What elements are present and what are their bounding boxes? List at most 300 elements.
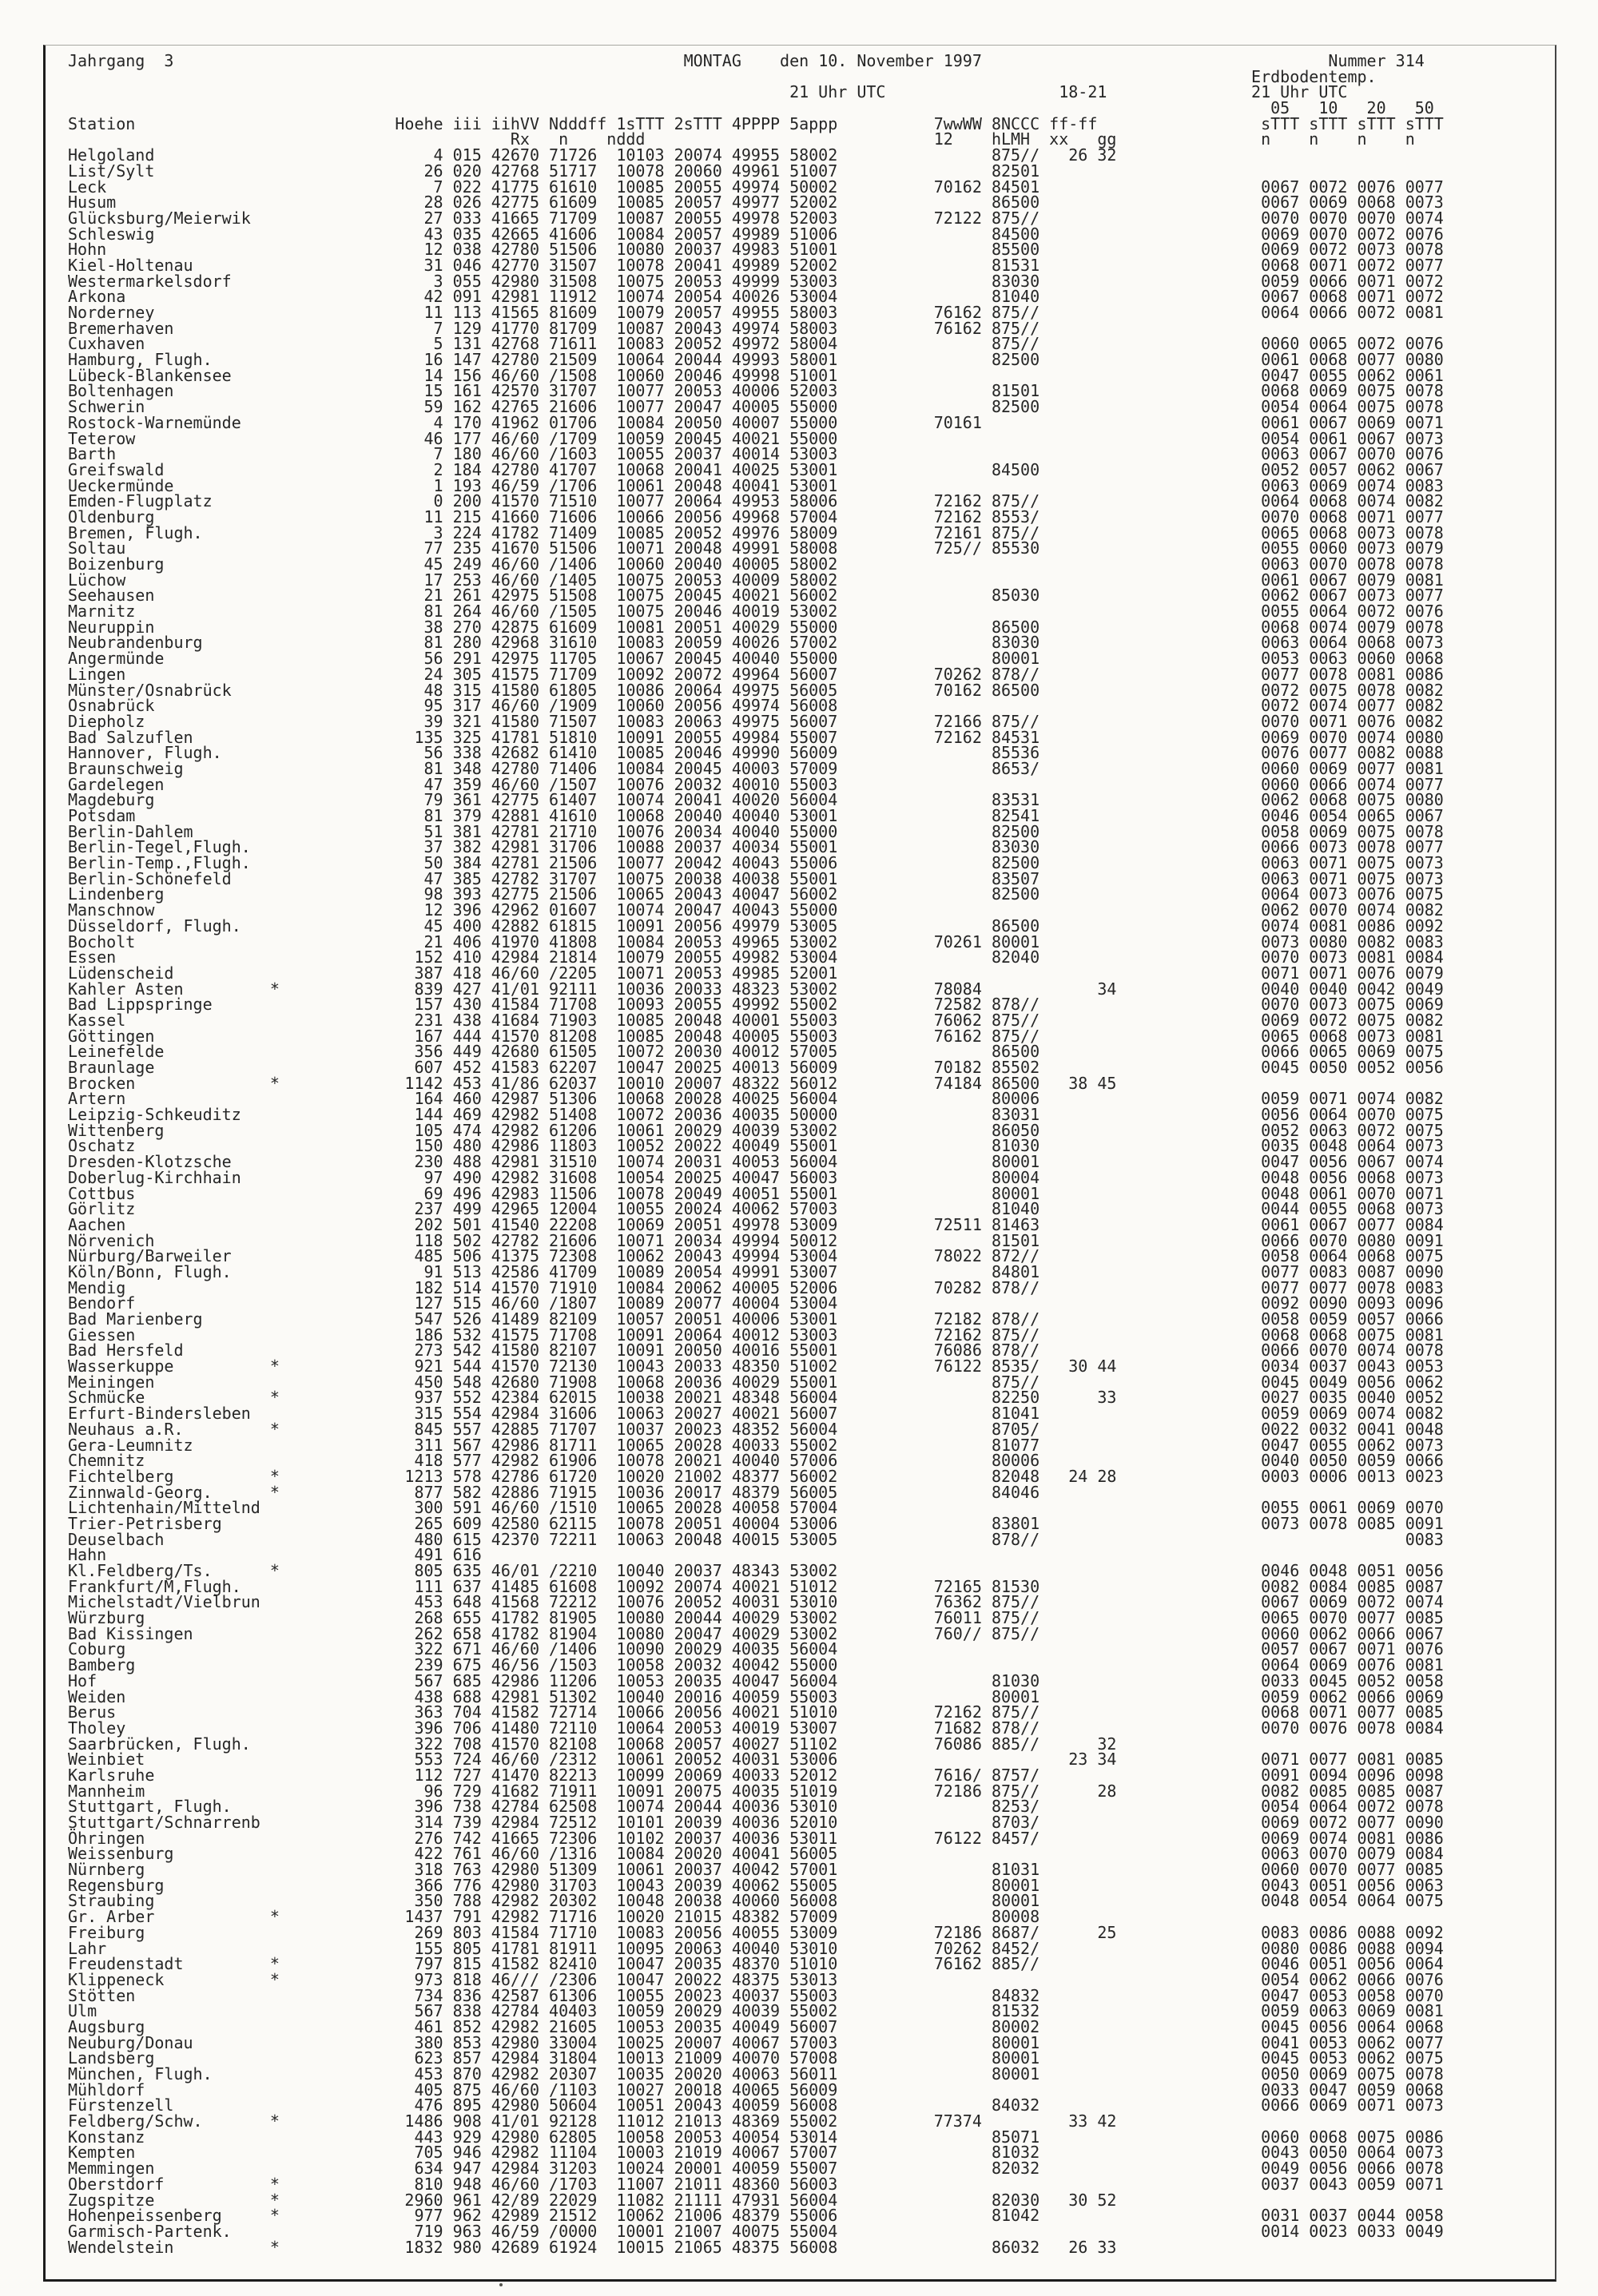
col-4pppp: 40035 [731,1781,781,1801]
col-hoehe: 112 [395,1765,443,1785]
soil-10cm: 0056 [1309,1167,1348,1187]
col-4pppp: 48379 [731,1482,781,1502]
soil-20cm: 0077 [1357,1702,1396,1722]
col-5appp: 58001 [789,350,838,370]
col-1sttt: 10085 [616,1010,665,1030]
col-5appp: 53004 [789,947,838,967]
col-iii: 400 [452,916,482,935]
col-2sttt: 20051 [674,1513,722,1533]
soil-50cm: 0091 [1405,1230,1444,1250]
col-4pppp: 40049 [731,1136,781,1156]
col-1sttt: 10066 [616,506,665,526]
col-ndddff: 62207 [549,1058,598,1077]
col-1sttt: 10068 [616,1372,665,1392]
soil-10cm: 0006 [1309,1466,1348,1486]
soil-50cm: 0073 [1405,193,1444,213]
col-iii: 022 [452,177,482,197]
soil-10cm: 0069 [1309,821,1348,841]
station-row [68,649,1554,669]
col-iii-header: iii [452,113,482,133]
soil-05cm: 0027 [1261,1388,1300,1408]
col-1sttt: 10091 [616,727,665,747]
col-iihvv: 42580 [491,1513,540,1533]
col-2sttt: 20025 [674,1058,722,1077]
soil-20cm: 0072 [1357,334,1396,354]
soil-50cm: 0078 [1405,381,1444,401]
star-marker: * [269,1466,280,1486]
col-iii: 038 [452,240,482,260]
soil-50cm: 0084 [1405,947,1444,967]
soil-05cm: 0069 [1261,224,1300,244]
col-iihvv: 46/60 [491,1844,540,1864]
sub-hlmh-label: hLMH [991,129,1031,149]
col-hoehe: 322 [395,1639,443,1659]
col-hoehe: 4 [395,412,443,432]
soil-10cm: 0057 [1309,459,1348,479]
station-row [68,303,1554,322]
col-iii: 853 [452,2032,482,2052]
soil-05cm: 0077 [1261,1261,1300,1281]
station-name: Leinefelde [68,1042,165,1062]
col-5appp: 53009 [789,1214,838,1234]
col-8nccc: 8553/ [991,506,1040,526]
col-4pppp: 40004 [731,1293,781,1313]
col-5appp: 55003 [789,1010,838,1030]
col-8nccc: 81531 [991,255,1040,275]
col-2sttt: 20057 [674,1734,722,1754]
soil-20cm: 0068 [1357,1246,1396,1266]
col-2sttt: 20047 [674,900,722,920]
col-hoehe: 182 [395,1277,443,1297]
station-name: Leipzig-Schkeuditz [68,1105,241,1125]
soil-05cm: 0048 [1261,1891,1300,1911]
col-2sttt: 20063 [674,711,722,731]
col-iii: 382 [452,837,482,857]
col-1sttt: 10048 [616,1891,665,1911]
col-iihvv: 41584 [491,995,540,1015]
soil-10cm: 0068 [1309,790,1348,810]
col-5appp: 53006 [789,1513,838,1533]
col-hoehe: 164 [395,1089,443,1109]
soil-10cm: 0032 [1309,1419,1348,1439]
col-8nccc: 81040 [991,1199,1040,1219]
col-2sttt: 20045 [674,758,722,778]
col-4pppp: 40055 [731,1922,781,1942]
col-5appp: 56008 [789,696,838,716]
station-name: Husum [68,193,117,213]
soil-05cm: 0065 [1261,1608,1300,1628]
col-1sttt: 10068 [616,1734,665,1754]
soil-50cm: 0073 [1405,868,1444,888]
col-4pppp: 49994 [731,1246,781,1266]
issue-number: Nummer 314 [1328,51,1425,70]
col-5appp: 51010 [789,1702,838,1722]
soil-20cm: 0041 [1357,1419,1396,1439]
col-ndddff: 71903 [549,1010,598,1030]
col-iihvv: 42982 [491,1120,540,1140]
col-iii: 438 [452,1010,482,1030]
col-1sttt: 10065 [616,1435,665,1455]
col-hoehe: 705 [395,2143,443,2163]
col-ndddff: /1103 [549,2080,598,2099]
soil-20cm: 0072 [1357,1592,1396,1612]
col-4pppp: 40040 [731,821,781,841]
col-iii: 291 [452,649,482,669]
col-4pppp: 40021 [731,586,781,606]
col-iihvv: 41570 [491,1734,540,1754]
col-1sttt: 10071 [616,538,665,558]
star-marker: * [269,2237,280,2257]
col-hoehe: 973 [395,1969,443,1989]
station-row [68,963,1554,983]
col-hoehe: 69 [395,1183,443,1203]
soil-10cm: 0072 [1309,1010,1348,1030]
soil-10cm: 0071 [1309,1702,1348,1722]
col-4pppp: 40013 [731,1058,781,1077]
station-name: Leck [68,177,107,197]
col-4pppp: 40021 [731,1702,781,1722]
col-hoehe: 438 [395,1686,443,1706]
col-8nccc: 80001 [991,1183,1040,1203]
col-1sttt: 10036 [616,1482,665,1502]
col-7wwww: 76162 [933,1026,982,1046]
soil-n-label-3: n [1357,129,1367,149]
soil-50cm: 0067 [1405,1623,1444,1643]
station-name: Kempten [68,2143,136,2163]
col-hoehe: 2960 [395,2190,443,2210]
station-name: Zugspitze [68,2190,155,2210]
col-iii: 379 [452,806,482,825]
col-2sttt: 20059 [674,633,722,653]
soil-20cm: 0077 [1357,1813,1396,1832]
col-ndddff: 61306 [549,1985,598,2005]
soil-10cm: 0048 [1309,1136,1348,1156]
soil-50cm: 0076 [1405,1639,1444,1659]
col-iihvv: 42775 [491,193,540,213]
col-4pppp: 40067 [731,2143,781,2163]
station-name: Diepholz [68,711,145,731]
col-hoehe: 105 [395,1120,443,1140]
col-1sttt: 10085 [616,193,665,213]
col-5appp: 56004 [789,1089,838,1109]
station-name: Konstanz [68,2127,145,2147]
station-name: Oschatz [68,1136,136,1156]
col-iihvv: 41570 [491,1026,540,1046]
col-4pppp: 40040 [731,1938,781,1958]
station-name: Frankfurt/M,Flugh. [68,1576,241,1596]
station-name: Artern [68,1089,126,1109]
col-2sttt: 20051 [674,1214,722,1234]
col-1sttt: 10084 [616,224,665,244]
station-name: Boltenhagen [68,381,174,401]
col-4pppp: 49974 [731,318,781,338]
col-ff-gg: 30 44 [1039,1357,1117,1376]
col-iii: 396 [452,900,482,920]
col-5appp: 57004 [789,506,838,526]
col-1sttt: 10091 [616,1781,665,1801]
soil-20cm: 0074 [1357,475,1396,495]
soil-20cm: 0077 [1357,1214,1396,1234]
col-iihvv: 42682 [491,743,540,763]
station-row [68,1813,1554,1832]
col-hoehe: 2 [395,459,443,479]
col-8nccc: 80004 [991,1167,1040,1187]
col-5appp: 53007 [789,1261,838,1281]
station-name: Chemnitz [68,1451,145,1471]
soil-10cm: 0064 [1309,633,1348,653]
col-hoehe: 167 [395,1026,443,1046]
soil-05cm: 0062 [1261,900,1300,920]
soil-50cm: 0058 [1405,2206,1444,2226]
col-iihvv: 41580 [491,680,540,700]
soil-10cm: 0050 [1309,2143,1348,2163]
sub-gg-label: gg [1097,129,1117,149]
col-iihvv: 42882 [491,916,540,935]
col-2sttt: 20048 [674,1529,722,1549]
soil-50cm: 0086 [1405,664,1444,684]
soil-10cm: 0064 [1309,1105,1348,1125]
col-5appp: 58002 [789,570,838,590]
station-name: Neuruppin [68,617,155,637]
soil-50cm: 0084 [1405,1844,1444,1864]
soil-50cm: 0078 [1405,2159,1444,2179]
soil-10cm: 0084 [1309,1576,1348,1596]
col-iihvv: 42980 [491,1860,540,1880]
col-1sttt: 11012 [616,2111,665,2131]
soil-50cm: 0073 [1405,1435,1444,1455]
col-1sttt: 10025 [616,2032,665,2052]
soil-10cm: 0070 [1309,1860,1348,1880]
col-4pppp: 40042 [731,1655,781,1675]
col-8nccc: 875// [991,1702,1040,1722]
col-5appp: 51007 [789,161,838,181]
soil-50cm: 0072 [1405,287,1444,307]
soil-10cm: 0072 [1309,240,1348,260]
station-name: Marnitz [68,602,136,622]
col-1sttt: 10052 [616,1136,665,1156]
station-name: Fichtelberg [68,1466,174,1486]
col-iii: 129 [452,318,482,338]
station-row [68,806,1554,825]
col-4pppp: 48360 [731,2174,781,2194]
station-row [68,680,1554,700]
station-row [68,900,1554,920]
col-2sttt: 20052 [674,522,722,542]
col-8nccc: 82250 [991,1388,1040,1408]
col-hoehe: 262 [395,1623,443,1643]
station-name: Weinbiet [68,1750,145,1770]
col-2sttt: 20056 [674,1702,722,1722]
soil-05cm: 0047 [1261,1985,1300,2005]
col-ffff-header: ff-ff [1049,113,1098,133]
col-iihvv: 42885 [491,1419,540,1439]
col-4pppp: 40054 [731,2127,781,2147]
station-name: Brocken [68,1073,136,1093]
col-4pppp: 48348 [731,1388,781,1408]
col-hoehe: 4 [395,145,443,165]
col-iii: 406 [452,932,482,951]
col-iihvv: 41575 [491,664,540,684]
station-row [68,1309,1554,1329]
station-name: Görlitz [68,1199,136,1219]
soil-50cm: 0078 [1405,2064,1444,2083]
col-hoehe: 26 [395,161,443,181]
col-1sttt: 10084 [616,1844,665,1864]
col-iii: 947 [452,2159,482,2179]
station-row [68,1623,1554,1643]
station-name: Trier-Petrisberg [68,1513,222,1533]
station-row [68,1592,1554,1612]
station-row [68,932,1554,951]
col-8nccc: 81032 [991,2143,1040,2163]
soil-50cm: 0067 [1405,806,1444,825]
soil-20cm: 0078 [1357,1718,1396,1738]
station-row [68,2206,1554,2226]
station-row [68,412,1554,432]
col-8nccc: 80001 [991,2048,1040,2068]
col-iihvv: 42984 [491,2159,540,2179]
soil-10cm: 0086 [1309,1938,1348,1958]
station-row [68,334,1554,354]
soil-05cm: 0063 [1261,444,1300,464]
col-hoehe: 15 [395,381,443,401]
soil-20cm: 0077 [1357,1860,1396,1880]
col-iii: 359 [452,774,482,794]
col-ff-gg: 25 [1039,1922,1117,1942]
col-iihvv: 42981 [491,287,540,307]
col-5appp: 52002 [789,255,838,275]
col-hoehe: 118 [395,1230,443,1250]
col-ndddff: 71726 [549,145,598,165]
col-iihvv: 42680 [491,1042,540,1062]
soil-10cm: 0061 [1309,1498,1348,1518]
station-row [68,711,1554,731]
col-1sttt: 10061 [616,475,665,495]
soil-05cm: 0066 [1261,1230,1300,1250]
col-4pppp: 40047 [731,884,781,904]
col-iihvv: 42781 [491,853,540,873]
soil-20cm: 0058 [1357,1985,1396,2005]
station-row [68,271,1554,291]
col-hoehe: 567 [395,1670,443,1690]
col-5appp: 55001 [789,868,838,888]
col-2sttt: 20064 [674,491,722,511]
station-row [68,2127,1554,2147]
col-1sttt: 10024 [616,2159,665,2179]
soil-05cm: 0066 [1261,1341,1300,1361]
col-5appp: 56004 [789,1419,838,1439]
soil-10cm: 0067 [1309,570,1348,590]
soil-20cm: 0072 [1357,224,1396,244]
station-row [68,916,1554,935]
col-iihvv: 46/60 [491,2174,540,2194]
soil-50cm: 0081 [1405,1026,1444,1046]
col-iihvv: 42665 [491,224,540,244]
station-row [68,1608,1554,1628]
col-ff-gg: 38 45 [1039,1073,1117,1093]
col-ndddff: /1508 [549,365,598,385]
col-8nccc: 82030 [991,2190,1040,2210]
soil-depth-50: 50 [1414,98,1434,118]
col-5appp: 56004 [789,1639,838,1659]
station-row [68,240,1554,260]
col-1sttt: 10079 [616,947,665,967]
soil-05cm: 0070 [1261,995,1300,1015]
col-iihvv: 41480 [491,1718,540,1738]
col-hoehe: 265 [395,1513,443,1533]
soil-depth-05: 05 [1270,98,1290,118]
soil-50cm: 0086 [1405,2127,1444,2147]
col-ndddff: 71915 [549,1482,598,1502]
col-iihvv: 46/60 [491,1498,540,1518]
col-iihvv: 42786 [491,1466,540,1486]
station-row [68,1765,1554,1785]
col-8nccc: 84500 [991,459,1040,479]
col-ndddff: /1503 [549,1655,598,1675]
col-2sttt: 20037 [674,444,722,464]
col-iii: 305 [452,664,482,684]
col-4pppp: 48370 [731,1954,781,1974]
col-hoehe: 977 [395,2206,443,2226]
col-iihvv: 41/86 [491,1073,540,1093]
col-hoehe: 14 [395,365,443,385]
soil-20cm: 0062 [1357,365,1396,385]
col-1sttt: 10078 [616,1451,665,1471]
soil-10cm: 0053 [1309,1985,1348,2005]
star-marker: * [269,1482,280,1502]
col-4pppp: 40020 [731,790,781,810]
col-8nccc: 83030 [991,837,1040,857]
col-hoehe: 56 [395,743,443,763]
col-1sttt: 10065 [616,1498,665,1518]
col-hoehe: 547 [395,1309,443,1329]
col-iihvv: 41570 [491,1357,540,1376]
col-5appp: 53009 [789,1922,838,1942]
col-hoehe: 95 [395,696,443,716]
soil-50cm: 0068 [1405,2016,1444,2036]
col-7wwww: 72186 [933,1922,982,1942]
station-row [68,1293,1554,1313]
col-8nccc: 875// [991,491,1040,511]
col-5appp: 52012 [789,1765,838,1785]
soil-10cm: 0065 [1309,334,1348,354]
station-row [68,884,1554,904]
col-7wwww: 76122 [933,1828,982,1848]
col-5appp: 52003 [789,208,838,228]
col-4pppp: 40059 [731,1686,781,1706]
soil-20cm: 0070 [1357,1183,1396,1203]
soil-20cm: 0052 [1357,1670,1396,1690]
col-iihvv: 41580 [491,1341,540,1361]
col-ndddff: /1406 [549,554,598,574]
col-ff-gg: 34 [1039,979,1117,999]
station-name: Norderney [68,303,155,322]
col-hoehe: 38 [395,617,443,637]
col-4pppp: 40019 [731,602,781,622]
col-2sttt: 20016 [674,1686,722,1706]
station-row [68,1797,1554,1817]
soil-20cm: 0068 [1357,193,1396,213]
soil-10cm: 0083 [1309,1261,1348,1281]
soil-10cm: 0077 [1309,743,1348,763]
col-2sttt: 20053 [674,932,722,951]
col-4pppp: 40009 [731,570,781,590]
col-iii: 131 [452,334,482,354]
soil-50cm: 0084 [1405,1214,1444,1234]
col-5appp: 55002 [789,2111,838,2131]
col-5appp: 53002 [789,1623,838,1643]
col-4pppp: 40029 [731,1623,781,1643]
